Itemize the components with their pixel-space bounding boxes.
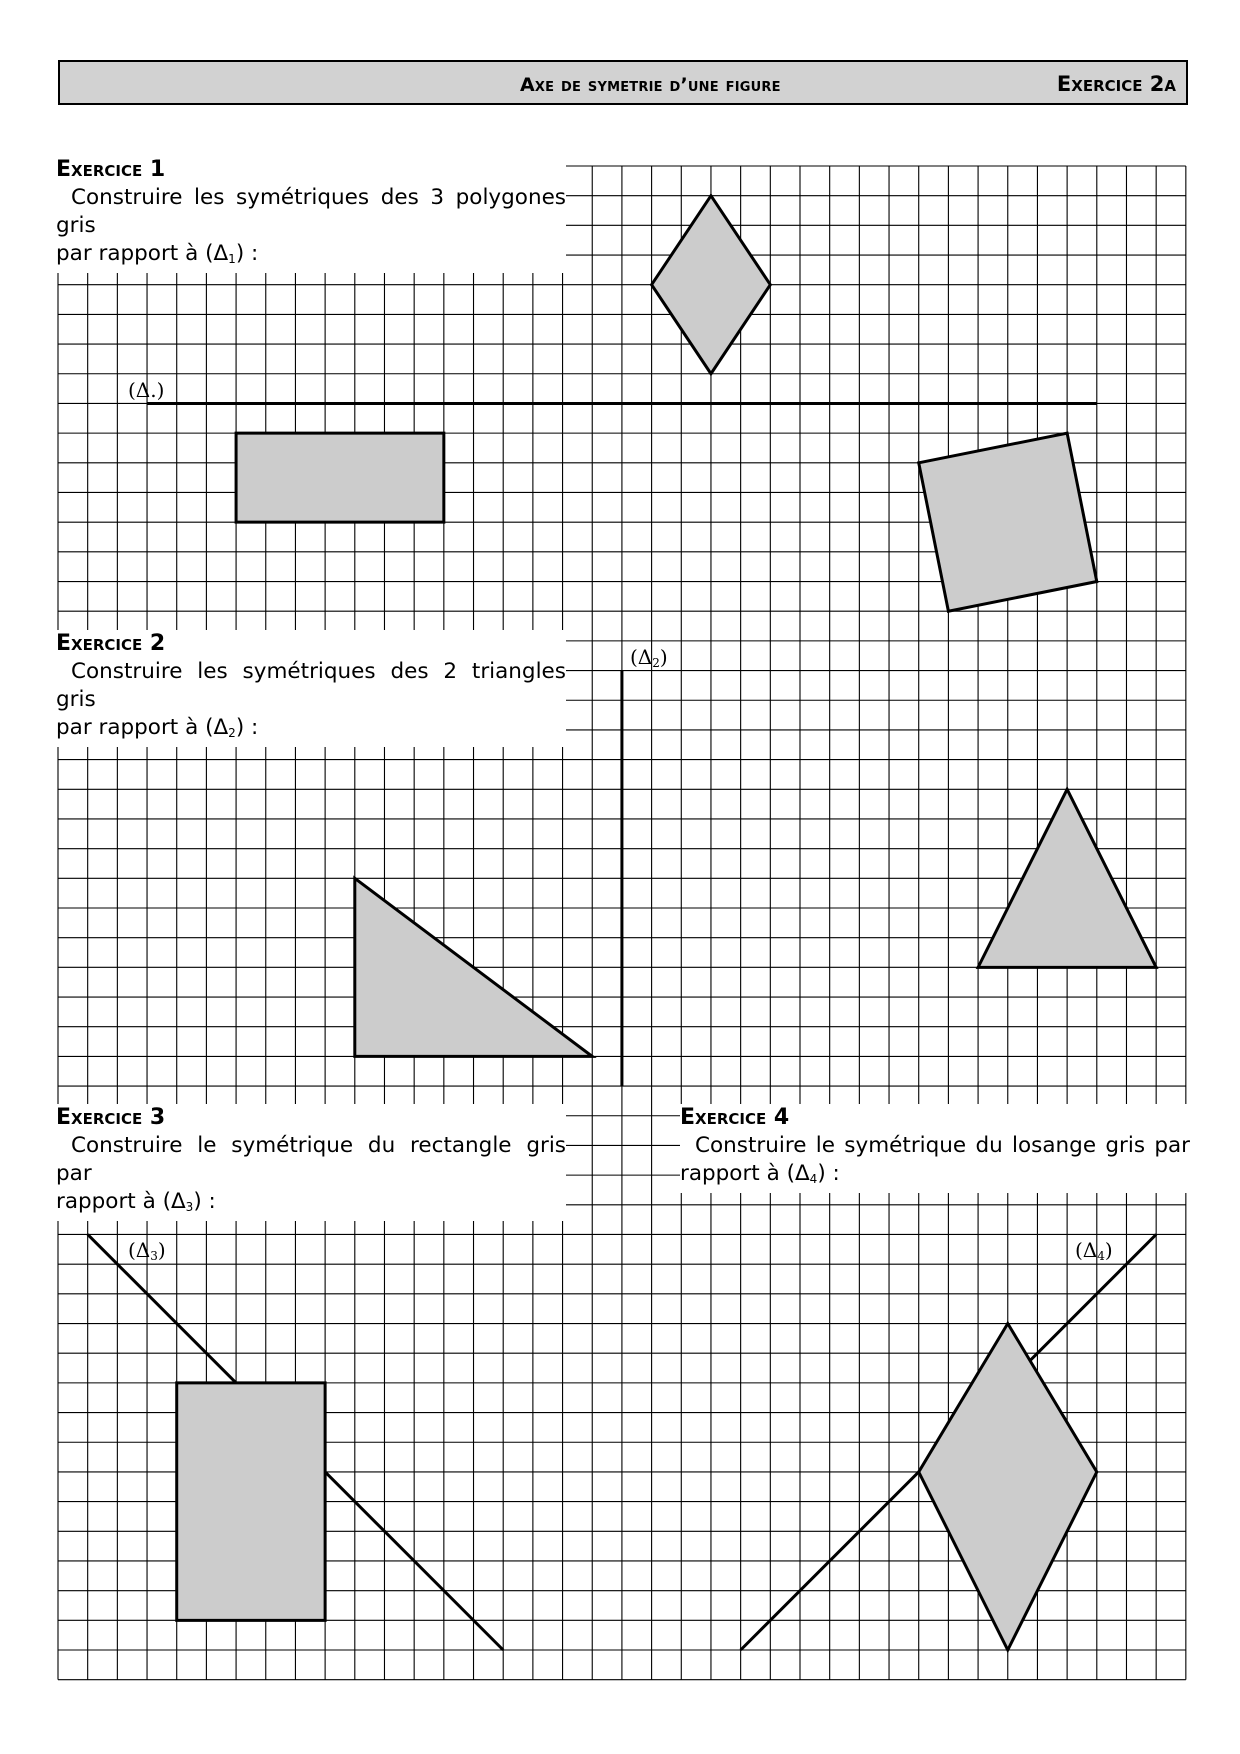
- exercise-3-instruction-line1: Construire le symétrique du rectangle gris par: [56, 1133, 566, 1186]
- exercise-1-instruction-line2: par rapport à $(\Delta_1)$ :: [56, 241, 259, 266]
- exercise-2-instruction-line2: par rapport à $(\Delta_2)$ :: [56, 715, 259, 740]
- axis-1-label: (Δ.): [128, 378, 165, 402]
- exercise-3-block: [56, 1104, 566, 1221]
- exercise-2-instruction-line1: Construire les symétriques des 2 triangles gris: [56, 659, 566, 712]
- exercise-number: Exercice 2a: [1056, 72, 1176, 96]
- axis-4-label: $(\Delta_4)$: [1075, 1238, 1113, 1263]
- exercise-4-block: [680, 1104, 1190, 1193]
- ex1-rectangle: [236, 433, 444, 522]
- exercise-4-instruction-line1: Construire le symétrique du losange gris par: [695, 1133, 1190, 1158]
- page-title: Axe de symetrie d’une figure: [520, 74, 781, 96]
- ex1-tilted-square: [919, 433, 1097, 611]
- ex1-diamond: [652, 196, 771, 374]
- exercise-3-heading: Exercice 3: [56, 1105, 166, 1130]
- exercise-1-instruction-line1: Construire les symétriques des 3 polygones gris: [56, 185, 566, 238]
- exercise-1-heading: Exercice 1: [56, 157, 166, 182]
- ex4-rhombus: [919, 1324, 1097, 1650]
- exercise-2-heading: Exercice 2: [56, 631, 166, 656]
- exercise-4-instruction-line2: rapport à $(\Delta_4)$ :: [680, 1161, 840, 1186]
- exercise-1-block: [56, 156, 566, 273]
- axis-2-label: $(\Delta_2)$: [630, 645, 668, 670]
- exercise-2-block: [56, 630, 566, 747]
- exercise-4-heading: Exercice 4: [680, 1105, 790, 1130]
- ex3-rectangle: [177, 1383, 325, 1620]
- exercise-3-instruction-line2: rapport à $(\Delta_3)$ :: [56, 1189, 216, 1214]
- axis-3-label: $(\Delta_3)$: [128, 1238, 166, 1263]
